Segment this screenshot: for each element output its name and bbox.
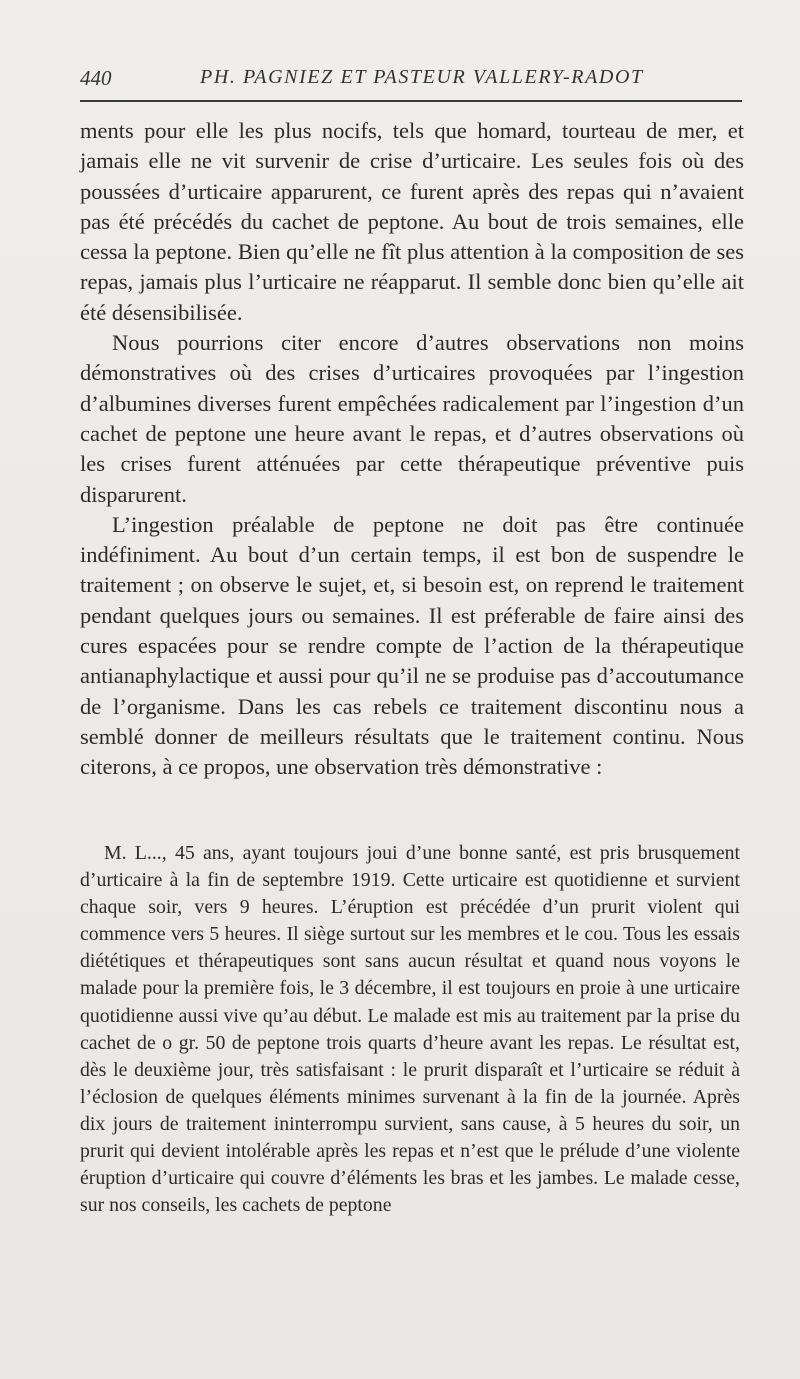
running-head: PH. PAGNIEZ ET PASTEUR VALLERY-RADOT	[200, 66, 644, 88]
paragraph: Nous pourrions citer encore d’autres observations non moins démonstratives où des crises d’urticaires provoquées par l’ingestion d’albumines diverses furent empêchées radicalement par l’ingestion d’un cachet de peptone une heure avant le repas, et d’autres observations où les crises furent atténuées par cette thérapeutique préventive puis disparurent.	[80, 330, 744, 507]
observation-text: M. L..., 45 ans, ayant toujours joui d’une bonne santé, est pris brusquement d’urticaire à la fin de septembre 1919. Cette urticaire est quotidienne et survient chaque soir, vers 9 heures. L’éruption est précédée d’un prurit violent qui commence vers 5 heures. Il siège surtout sur les membres et le cou. Tous les essais diététiques et thérapeutiques sont sans aucun résultat et quand nous voyons le malade pour la première fois, le 3 décembre, il est toujours en proie à une urticaire quotidienne aussi vive qu’au début. Le malade est mis au traitement par la prise du cachet de o gr. 50 de peptone trois quarts d’heure avant les repas. Le résultat est, dès le deuxième jour, très satisfaisant : le prurit disparaît et l’urticaire se réduit à l’éclosion de quelques éléments minimes survenant à la fin de la journée. Après dix jours de traitement ininterrompu survient, sans cause, à 5 heures du soir, un prurit qui devient intolérable après les repas et n’est que le prélude d’une violente éruption d’urticaire qui couvre d’éléments les bras et les jambes. Le malade cesse, sur nos conseils, les cachets de peptone	[80, 842, 740, 1217]
header-rule	[80, 100, 742, 102]
paragraph: L’ingestion préalable de peptone ne doit pas être continuée indéfiniment. Au bout d’un certain temps, il est bon de suspendre le traitement ; on observe le sujet, et, si besoin est, on reprend le traitement pendant quelques jours ou semaines. Il est préferable de faire ainsi des cures espacées pour se rendre compte de l’action de la thérapeutique antianaphylactique et aussi pour qu’il ne se produise pas d’accoutumance de l’organisme. Dans les cas rebels ce traitement discontinu nous a semblé donner de meilleurs résultats que le traitement continu. Nous citerons, à ce propos, une observation très démonstrative :	[80, 511, 744, 780]
case-observation	[80, 840, 740, 1219]
paragraph-continuation: ments pour elle les plus nocifs, tels que homard, tourteau de mer, et jamais elle ne vit survenir de crise d’urticaire. Les seules fois où des poussées d’urticaire apparurent, ce furent après des repas qui n’avaient pas été précédés du cachet de peptone. Au bout de trois semaines, elle cessa la peptone. Bien qu’elle ne fît plus attention à la composition de ses repas, jamais plus l’urticaire ne réapparut. Il semble donc bien qu’elle ait été désensibilisée.	[80, 118, 744, 325]
main-text	[80, 116, 744, 783]
page-header	[80, 66, 740, 96]
page-number: 440	[80, 66, 112, 90]
